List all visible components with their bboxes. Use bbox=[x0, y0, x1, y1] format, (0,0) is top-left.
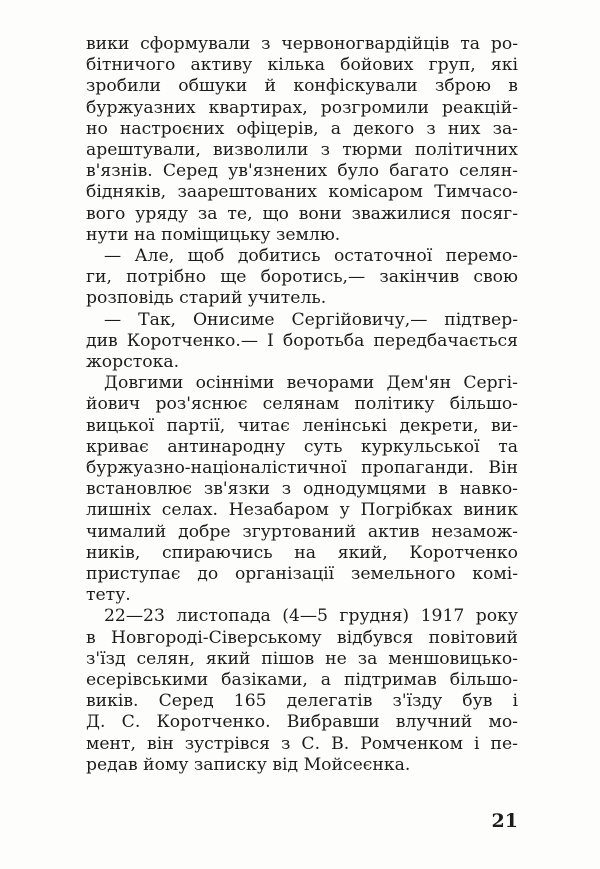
text-line: нути на поміщицьку землю. bbox=[86, 224, 341, 245]
page-number: 21 bbox=[491, 810, 518, 832]
text-line: но настроєних офіцерів, а декого з них за- bbox=[86, 118, 518, 139]
text-line: буржуазно-націоналістичної пропаганди. Він bbox=[86, 458, 518, 478]
text-line: — Так, Онисиме Сергійовичу,— підтвер- bbox=[104, 309, 518, 330]
text-line: есерівськими базіками, а підтримав більшо- bbox=[86, 670, 518, 690]
text-line: ги, потрібно ще боротись,— закінчив свою bbox=[86, 267, 518, 288]
text-line: тету. bbox=[86, 585, 131, 606]
text-line: в'язнів. Серед ув'язнених було багато селян- bbox=[86, 161, 518, 182]
text-line: з'їзд селян, який пішов не за меншовицько- bbox=[86, 648, 518, 669]
text-line: чималий добре згуртований актив незамож- bbox=[86, 521, 518, 542]
text-line: Довгими осінніми вечорами Дем'ян Сергі- bbox=[104, 373, 518, 394]
text-line: редав йому записку від Мойсеєнка. bbox=[86, 754, 411, 775]
text-line: арештували, визволили з тюрми політичних bbox=[86, 140, 518, 160]
text-line: встановлює зв'язки з однодумцями в навко- bbox=[86, 479, 518, 500]
text-line: розповідь старий учитель. bbox=[86, 288, 327, 309]
text-line: приступає до організації земельного комі- bbox=[86, 564, 518, 584]
text-line: бідняків, заарештованих комісаром Тимчасо- bbox=[86, 182, 518, 203]
text-line: вики сформували з червоногвардійців та ро- bbox=[86, 34, 518, 54]
text-line: див Коротченко.— І боротьба передбачається bbox=[86, 330, 518, 351]
text-line: буржуазних квартирах, розгромили реакцій- bbox=[86, 97, 518, 118]
text-line: вицької партії, читає ленінські декрети, ви- bbox=[86, 415, 518, 436]
text-line: криває антинародну суть куркульської та bbox=[86, 436, 518, 457]
text-line: — Але, щоб добитись остаточної перемо- bbox=[104, 246, 518, 266]
text-line: в Новгороді-Сіверському відбувся повітовий bbox=[86, 627, 518, 648]
text-line: бітничого активу кілька бойових груп, які bbox=[86, 55, 518, 76]
text-line: мент, він зустрівся з С. В. Ромченком і пе- bbox=[86, 733, 518, 754]
text-line: Д. С. Коротченко. Вибравши влучний мо- bbox=[86, 712, 518, 733]
text-line: 22—23 листопада (4—5 грудня) 1917 року bbox=[104, 606, 518, 627]
text-line: виків. Серед 165 делегатів з'їзду був і bbox=[86, 691, 518, 712]
text-line: йович роз'яснює селянам політику більшо- bbox=[86, 394, 518, 415]
text-line: ників, спираючись на який, Коротченко bbox=[86, 542, 518, 563]
text-line: лишніх селах. Незабаром у Погрібках виник bbox=[86, 500, 518, 521]
text-line: зробили обшуки й конфіскували зброю в bbox=[86, 76, 518, 97]
text-line: вого уряду за те, що вони зважилися посяг- bbox=[86, 203, 518, 224]
text-line: жорстока. bbox=[86, 352, 180, 372]
